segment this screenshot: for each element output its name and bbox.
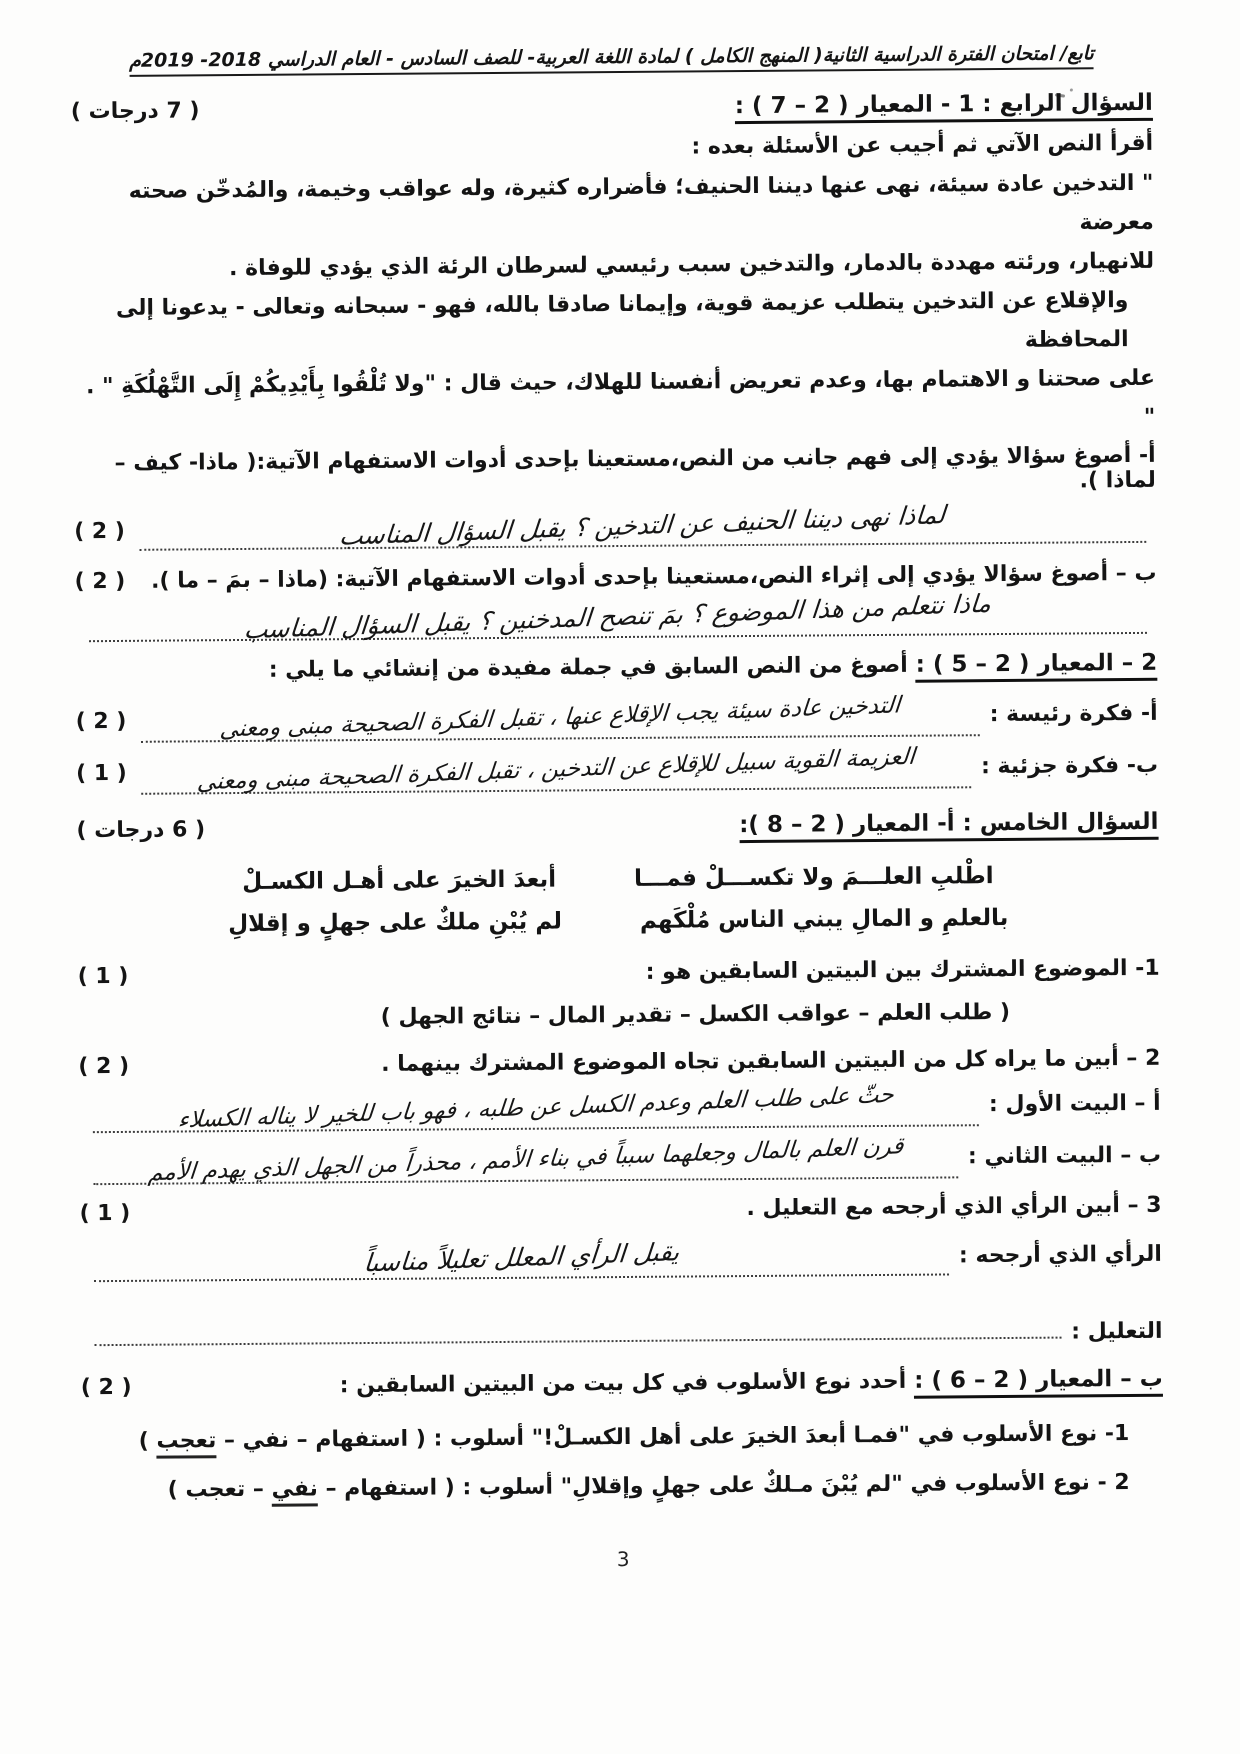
question-five-item1-row xyxy=(78,956,1160,989)
answer-line xyxy=(140,692,980,743)
verse-right-hemistich: اطْلبِ العلـــمَ ولا تكســـلْ فمـــا xyxy=(634,863,994,892)
style-question-1 xyxy=(81,1421,1163,1454)
question-four-item-b-label: ب – أصوغ سؤالا يؤدي إلى إثراء النص،مستعينا بإحدى أدوات الاستفهام الآتية: (ماذا – بمَ – ما ). xyxy=(150,560,1157,594)
answer-line xyxy=(139,499,1146,551)
first-verse-label: أ – البيت الأول : xyxy=(988,1090,1161,1118)
poem xyxy=(77,862,1160,938)
style1-selected-answer: تعجب xyxy=(156,1428,216,1458)
style1-suffix: ) xyxy=(138,1428,157,1454)
second-verse-view-row xyxy=(79,1133,1162,1187)
main-idea-row xyxy=(75,692,1158,743)
passage-line: على صحتنا و الاهتمام بها، وعدم تعريض أنفسنا للهلاك، حيث قال : "ولا تُلْقُوا بِأَيْدِيكُمْ إِلَى التَّهْلُكَةِ " . " xyxy=(85,365,1156,430)
handwritten-answer: ماذا نتعلم من هذا الموضوع ؟ بمَ تنصح المدخنين ؟ يقبل السؤال المناسب xyxy=(243,588,993,645)
standard-two-five-instruction: أصوغ من النص السابق في جملة مفيدة من إنشائي ما يلي : xyxy=(268,652,908,683)
answer-line xyxy=(93,1133,958,1187)
poem-verse-2 xyxy=(77,904,1159,938)
style1-quote: فمـا أبعدَ الخيرَ على أهل الكسـلْ!" xyxy=(531,1422,899,1451)
mark-value: ( 2 ) xyxy=(80,1374,132,1401)
passage-line: والإقلاع عن التدخين يتطلب عزيمة قوية، وإيمانا صادقا بالله، فهو - سبحانه وتعالى - يدعونا إلى المحافظة xyxy=(115,288,1129,353)
handwritten-answer: حثّ على طلب العلم وعدم الكسل عن طلبه ، فهو باب للخير لا يناله الكسلاء xyxy=(176,1081,895,1134)
item1-label: 1- الموضوع المشترك بين البيتين السابقين هو : xyxy=(645,955,1160,985)
item3-label: 3 – أبين الرأي الذي أرجحه مع التعليل . xyxy=(746,1192,1162,1222)
answer-line xyxy=(141,743,971,796)
question-five-heading-row xyxy=(76,809,1158,848)
question-five-item3-row xyxy=(79,1193,1161,1226)
reason-row xyxy=(80,1304,1162,1352)
question-five-item2-row xyxy=(78,1046,1160,1079)
first-verse-view-row xyxy=(79,1081,1161,1134)
standard-two-six-heading: ب – المعيار ( 2 – 6 ) : xyxy=(914,1366,1163,1399)
mark-value: ( 1 ) xyxy=(79,1200,131,1227)
mark-value: ( 2 ) xyxy=(78,1053,130,1080)
sub-idea-label: ب- فكرة جزئية : xyxy=(980,752,1159,780)
style2-suffix: – تعجب ) xyxy=(167,1476,272,1503)
question-five-heading: السؤال الخامس : أ- المعيار ( 2 – 8 ): xyxy=(739,809,1159,843)
poem-verse-1 xyxy=(77,862,1159,896)
style2-selected-answer: نفي xyxy=(271,1476,318,1506)
handwritten-answer: يقبل الرأي المعلل تعليلاً مناسباً xyxy=(362,1237,681,1278)
page-number: 3 xyxy=(616,1546,630,1572)
standard-two-five-heading: 2 – المعيار ( 2 – 5 ) : xyxy=(916,650,1158,683)
handwritten-answer: قرن العلم بالمال وجعلهما سبباً في بناء الأمم ، محذراً من الجهل الذي يهدم الأمم xyxy=(146,1133,905,1187)
style2-prefix: 2 - نوع الأسلوب في " xyxy=(891,1470,1130,1497)
verse-left-hemistich: لم يُبْنِ ملكٌ على جهلٍ و إقلالِ xyxy=(228,908,563,938)
question-four-heading-row xyxy=(71,90,1153,129)
standard-two-six-row xyxy=(81,1366,1163,1405)
standard-two-six-instruction: أحدد نوع الأسلوب في كل بيت من البيتين السابقين : xyxy=(339,1368,907,1399)
answer-line-empty xyxy=(94,1305,1061,1347)
item2-label: 2 – أبين ما يراه كل من البيتين السابقين تجاه الموضوع المشترك بينهما . xyxy=(381,1045,1161,1077)
opinion-label: الرأي الذي أرجحه : xyxy=(958,1241,1162,1269)
question-four-intro: أقرأ النص الآتي ثم أجيب عن الأسئلة بعده : xyxy=(691,130,1154,160)
style1-prefix: 1- نوع الأسلوب في " xyxy=(898,1421,1130,1448)
verse-right-hemistich: بالعلمِ و المالِ يبني الناس مُلْكَهم xyxy=(639,904,1009,934)
question-four-marks: ( 7 درجات ) xyxy=(70,98,200,125)
main-idea-label: أ- فكرة رئيسة : xyxy=(989,700,1158,728)
handwritten-answer: التدخين عادة سيئة يجب الإقلاع عنها ، تقبل الفكرة الصحيحة مبنى ومعنى xyxy=(218,692,902,743)
question-four-item-a-label: أ- أصوغ سؤالا يؤدي إلى فهم جانب من النص،مستعينا بإحدى أدوات الاستفهام الآتية:( ماذا- كيف – لماذا ). xyxy=(114,442,1156,494)
mark-value: ( 2 ) xyxy=(75,708,127,735)
opinion-row xyxy=(80,1237,1162,1282)
style1-middle: أسلوب : ( استفهام – نفي – xyxy=(216,1425,525,1454)
answer-line xyxy=(89,588,1147,645)
question-four-item-b-row xyxy=(74,561,1156,594)
mark-value: ( 2 ) xyxy=(74,518,126,545)
header xyxy=(70,42,1152,72)
question-four-item-b-answer-row xyxy=(75,588,1157,645)
reading-passage xyxy=(71,164,1155,445)
item1-choices: ( طلب العلم – عواقب الكسل – تقدير المال – نتائج الجهل ) xyxy=(380,999,1011,1030)
handwritten-answer: لماذا نهى ديننا الحنيف عن التدخين ؟ يقبل السؤال المناسب xyxy=(338,499,947,551)
verse-left-hemistich: أبعدَ الخيرَ على أهـل الكسـلْ xyxy=(242,866,557,895)
mark-value: ( 1 ) xyxy=(77,963,129,990)
exam-header-title: تابع/ امتحان الفترة الدراسية الثانية( المنهج الكامل ) لمادة اللغة العربية- للصف السادس - العام الدراسي 2018- 2019م xyxy=(129,42,1094,77)
reason-label: التعليل : xyxy=(1071,1318,1163,1345)
passage-line: " التدخين عادة سيئة، نهى عنها ديننا الحنيف؛ فأضراره كثيرة، وله عواقب وخيمة، والمُدخّن صحته معرضة xyxy=(128,170,1154,236)
mark-value: ( 2 ) xyxy=(74,568,126,595)
sub-idea-row xyxy=(75,743,1159,796)
passage-line: للانهيار، ورئته مهددة بالدمار، والتدخين سبب رئيسي لسرطان الرئة الذي يؤدي للوفاة . xyxy=(228,248,1155,282)
answer-line xyxy=(94,1237,949,1282)
question-five-marks: ( 6 درجات ) xyxy=(76,817,206,844)
standard-two-five-row xyxy=(75,650,1157,689)
style-question-2 xyxy=(82,1470,1164,1503)
mark-value: ( 1 ) xyxy=(75,760,127,787)
style2-middle: أسلوب : ( استفهام – xyxy=(317,1474,554,1502)
handwritten-answer: العزيمة القوية سبيل للإقلاع عن التدخين ، تقبل الفكرة الصحيحة مبنى ومعنى xyxy=(196,743,916,796)
question-four-heading: السؤال الرابع : 1 - المعيار ( 2 – 7 ) : xyxy=(735,90,1153,124)
question-four-item-a-answer-row xyxy=(74,499,1156,551)
style2-quote: لم يُبْنَ مـلكٌ على جهلٍ وإقلالِ" xyxy=(560,1471,892,1500)
answer-line xyxy=(93,1081,980,1134)
second-verse-label: ب – البيت الثاني : xyxy=(967,1142,1162,1170)
